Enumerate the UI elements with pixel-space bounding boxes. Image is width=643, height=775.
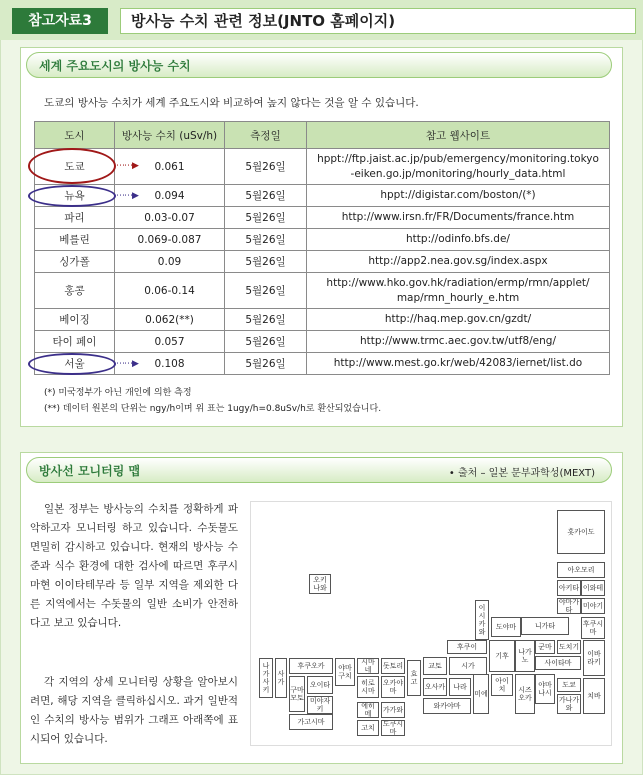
url-cell[interactable]: http://www.trmc.aec.gov.tw/utf8/eng/: [307, 331, 610, 353]
monitoring-map: [250, 501, 612, 746]
value-cell: 0.061: [115, 149, 225, 185]
url-line: map/rmn_hourly_e.htm: [396, 291, 520, 304]
prefecture-ishikawa[interactable]: 이시카와: [475, 600, 489, 640]
city-cell: 도쿄: [35, 149, 115, 185]
column-header: 도시: [35, 122, 115, 149]
prefecture-osaka[interactable]: 오사카: [423, 678, 447, 696]
page-title: 방사능 수치 관련 정보(JNTO 홈페이지): [120, 8, 636, 34]
prefecture-akita[interactable]: 아키타: [557, 580, 581, 596]
prefecture-yamagata[interactable]: 야마가타: [558, 598, 580, 614]
prefecture-shimane[interactable]: 시마네: [357, 658, 379, 674]
value-cell: 0.069-0.087: [115, 229, 225, 251]
date-cell: 5월26일: [225, 149, 307, 185]
seoul-arrow-icon: ⋯⋯▶: [116, 359, 138, 369]
column-header: 참고 웹사이트: [307, 122, 610, 149]
table-row: [35, 251, 610, 273]
column-header: 측정일: [225, 122, 307, 149]
table-row: [35, 309, 610, 331]
prefecture-shiga[interactable]: 시가: [449, 657, 487, 675]
date-cell: 5월26일: [225, 273, 307, 309]
prefecture-mie[interactable]: 미에: [473, 674, 489, 714]
prefecture-kochi[interactable]: 고치: [357, 720, 379, 736]
reference-tag: 참고자료3: [12, 8, 108, 34]
prefecture-hokkaido[interactable]: 홋카이도: [557, 510, 605, 554]
value-cell: 0.09: [115, 251, 225, 273]
prefecture-yamanashi[interactable]: 야마나시: [535, 674, 555, 704]
table-header-row: [35, 122, 610, 149]
prefecture-shizuoka[interactable]: 시즈오카: [515, 674, 535, 714]
prefecture-kagawa[interactable]: 가가와: [381, 702, 405, 718]
city-cell: 파리: [35, 207, 115, 229]
section1-title: 세계 주요도시의 방사능 수치: [39, 59, 191, 73]
url-cell[interactable]: http://www.irsn.fr/FR/Documents/france.htm: [307, 207, 610, 229]
prefecture-miyagi[interactable]: 미야기: [581, 598, 605, 614]
tokyo-highlight-ring: [28, 148, 116, 184]
value-cell: 0.062(**): [115, 309, 225, 331]
city-cell: 타이 페이: [35, 331, 115, 353]
url-cell[interactable]: hppt://digistar.com/boston/(*): [307, 185, 610, 207]
url-cell[interactable]: http://odinfo.bfs.de/: [307, 229, 610, 251]
prefecture-ehime[interactable]: 에히메: [357, 702, 379, 718]
url-line: http://www.hko.gov.hk/radiation/ermp/rmn/applet/: [326, 276, 590, 289]
city-cell: 홍콩: [35, 273, 115, 309]
radiation-table: [34, 121, 610, 375]
prefecture-nara[interactable]: 나라: [449, 678, 471, 696]
paragraph: 각 지역의 상세 모니터링 상황을 알아보시려면, 해당 지역을 클릭하십시오. 과거 일반적인 수치의 방사능 범위가 그래프 아래쪽에 표시되어 있습니다.: [30, 676, 238, 745]
table-row: [35, 207, 610, 229]
newyork-arrow-icon: ⋯⋯▶: [116, 191, 138, 201]
prefecture-miyazaki[interactable]: 미야자키: [307, 696, 333, 714]
value-cell: 0.06-0.14: [115, 273, 225, 309]
prefecture-gifu[interactable]: 기후: [489, 640, 515, 672]
value-cell: 0.057: [115, 331, 225, 353]
date-cell: 5월26일: [225, 353, 307, 375]
prefecture-hiroshima[interactable]: 히로시마: [357, 676, 379, 698]
prefecture-fukuoka[interactable]: 후쿠오카: [289, 658, 333, 674]
url-cell[interactable]: http://app2.nea.gov.sg/index.aspx: [307, 251, 610, 273]
prefecture-yamaguchi[interactable]: 야마구치: [335, 658, 355, 686]
date-cell: 5월26일: [225, 251, 307, 273]
prefecture-okayama[interactable]: 오카야마: [381, 676, 405, 698]
prefecture-gunma[interactable]: 군마: [535, 640, 555, 654]
section1-intro: 도쿄의 방사능 수치가 세계 주요도시와 비교하여 높지 않다는 것을 알 수 있습니다.: [44, 97, 419, 109]
section1-heading: [26, 52, 612, 78]
city-cell: 베를린: [35, 229, 115, 251]
prefecture-niigata[interactable]: 니가타: [521, 617, 569, 635]
paragraph: 일본 정부는 방사능의 수치를 정확하게 파악하고자 모니터링 하고 있습니다. 수돗물도 면밀히 감시하고 있습니다. 현재의 방사능 수준과 식수 환경에 대한 검사에 따르면 후쿠시마현 이이타테무라 등 일부 지역을 제외한 다른 지역에서는 수돗물의 일반 소비가 안전하다고 보고 있습니다.: [30, 503, 238, 629]
url-cell[interactable]: http://www.mest.go.kr/web/42083/iernet/list.do: [307, 353, 610, 375]
note: (*) 미국정부가 아닌 개인에 의한 측정: [44, 388, 192, 398]
seoul-highlight-ring: [28, 353, 116, 375]
prefecture-okinawa[interactable]: 오키나와: [309, 574, 331, 594]
prefecture-tochigi[interactable]: 도치기: [557, 640, 581, 654]
prefecture-kagoshima[interactable]: 가고시마: [289, 714, 333, 730]
date-cell: 5월26일: [225, 207, 307, 229]
prefecture-iwate[interactable]: 이와테: [581, 580, 605, 596]
note: (**) 데이터 원본의 단위는 ngy/h이며 위 표는 1ugy/h=0.8uSv/h로 환산되었습니다.: [44, 404, 382, 414]
date-cell: 5월26일: [225, 331, 307, 353]
date-cell: 5월26일: [225, 185, 307, 207]
prefecture-nagasaki[interactable]: 나가사키: [259, 658, 273, 698]
prefecture-nagano[interactable]: 나가노: [515, 640, 535, 672]
url-line: -eiken.go.jp/monitoring/hourly_data.html: [350, 167, 566, 180]
header-bar: [0, 0, 643, 40]
column-header: 방사능 수치 (uSv/h): [115, 122, 225, 149]
prefecture-aomori[interactable]: 아오모리: [557, 562, 605, 578]
prefecture-saitama[interactable]: 사이타마: [535, 656, 581, 670]
prefecture-wakayama[interactable]: 와카야마: [423, 698, 471, 714]
date-cell: 5월26일: [225, 309, 307, 331]
table-notes: [44, 385, 381, 417]
value-cell: 0.094: [115, 185, 225, 207]
prefecture-kyoto[interactable]: 교토: [423, 657, 447, 675]
value-cell: 0.03-0.07: [115, 207, 225, 229]
url-cell[interactable]: [307, 149, 610, 185]
value-cell: 0.108: [115, 353, 225, 375]
prefecture-toyama[interactable]: 도야마: [491, 617, 521, 637]
url-cell[interactable]: [307, 273, 610, 309]
date-cell: 5월26일: [225, 229, 307, 251]
url-cell[interactable]: http://haq.mep.gov.cn/gzdt/: [307, 309, 610, 331]
table-row: [35, 229, 610, 251]
prefecture-fukushima[interactable]: 후쿠시마: [581, 617, 605, 639]
table-row: [35, 273, 610, 309]
prefecture-aichi[interactable]: 아이치: [491, 674, 513, 696]
section2-title: 방사선 모니터링 맵: [39, 464, 141, 478]
prefecture-kumamoto[interactable]: 구마모토: [289, 676, 305, 712]
city-cell: 뉴욕: [35, 185, 115, 207]
prefecture-tokyo[interactable]: 도쿄: [557, 678, 581, 692]
prefecture-chiba[interactable]: 치바: [583, 678, 605, 714]
table-row: [35, 331, 610, 353]
url-line: hppt://ftp.jaist.ac.jp/pub/emergency/monitoring.tokyo: [317, 152, 599, 165]
section2-heading: [26, 457, 612, 483]
city-cell: 싱가폴: [35, 251, 115, 273]
tokyo-arrow-icon: ⋯⋯▶: [116, 161, 138, 171]
prefecture-kanagawa[interactable]: 가나가와: [558, 696, 580, 712]
city-cell: 서울: [35, 353, 115, 375]
prefecture-saga[interactable]: 사가: [275, 658, 287, 698]
prefecture-fukui[interactable]: 후쿠이: [447, 640, 487, 654]
prefecture-ibaraki[interactable]: 이바라키: [583, 640, 605, 676]
prefecture-oita[interactable]: 오이타: [307, 676, 333, 694]
city-cell: 베이징: [35, 309, 115, 331]
newyork-highlight-ring: [28, 185, 116, 207]
section2-source: • 출처 – 일본 문부과학성(MEXT): [448, 468, 595, 479]
prefecture-tokushima[interactable]: 도쿠시마: [382, 720, 404, 736]
prefecture-hyogo[interactable]: 효고: [407, 660, 421, 696]
prefecture-tottori[interactable]: 돗토리: [381, 658, 405, 674]
section2-body: [30, 500, 238, 749]
